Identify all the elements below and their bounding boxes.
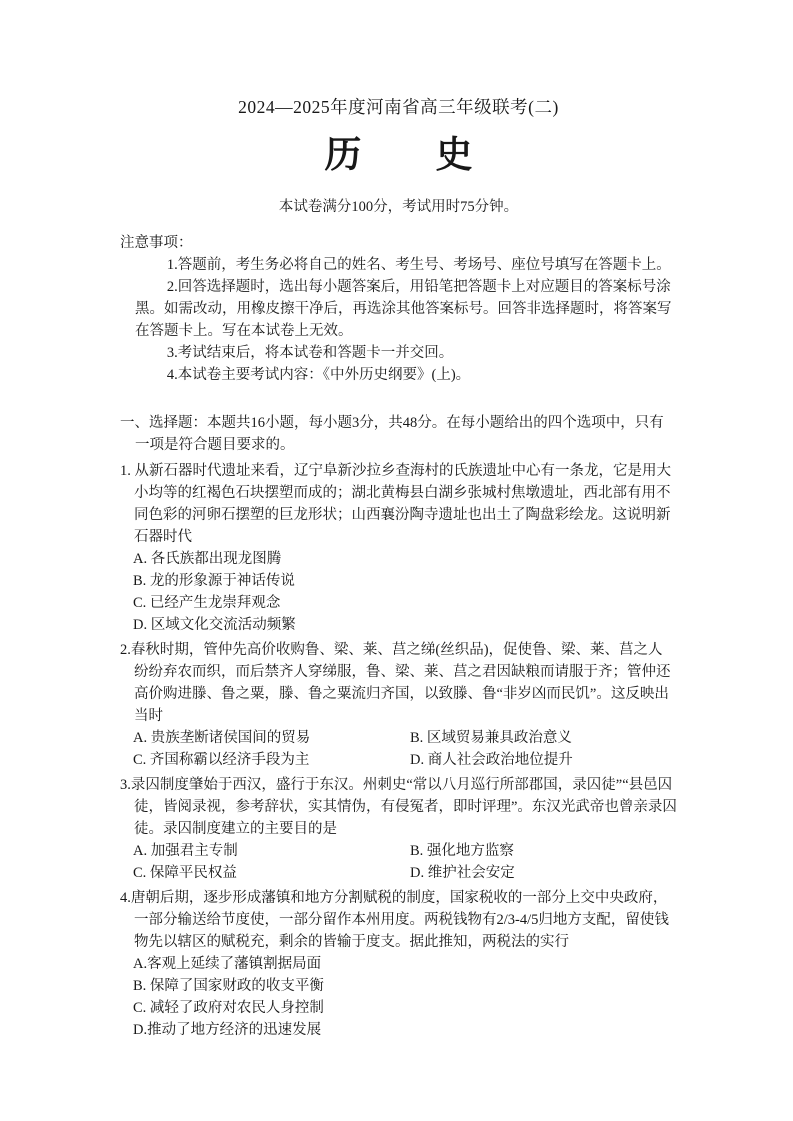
question-2 — [120, 639, 677, 771]
question-2-options — [120, 727, 677, 771]
question-3-option-c: C. 保障平民权益 — [133, 865, 237, 881]
question-4-option-a: A.客观上延续了藩镇割据局面 — [133, 956, 322, 972]
question-4-option-b: B. 保障了国家财政的收支平衡 — [133, 978, 324, 994]
question-2-option-b: B. 区域贸易兼具政治意义 — [410, 730, 572, 746]
question-2-stem: 2.春秋时期，管仲先高价收购鲁、梁、莱、莒之绨(丝织品)，促使鲁、梁、莱、莒之人纷纷弃农而织，而后禁齐人穿绨服，鲁、梁、莱、莒之君因缺粮而请服于齐；管仲还高价购进滕、鲁之粟，滕、鲁之粟流归齐国，以致滕、鲁“非岁凶而民饥”。这反映出当时 — [120, 642, 671, 724]
question-1-option-c: C. 已经产生龙崇拜观念 — [133, 595, 281, 611]
question-1-option-b: B. 龙的形象源于神话传说 — [133, 573, 295, 589]
question-4 — [120, 887, 677, 1041]
question-1-stem: 1. 从新石器时代遗址来看，辽宁阜新沙拉乡查海村的氏族遗址中心有一条龙，它是用大小均等的红褐色石块摆塑而成的；湖北黄梅县白湖乡张城村焦墩遗址，西北部有用不同色彩的河卵石摆塑的巨龙形状；山西襄汾陶寺遗址也出土了陶盘彩绘龙。这说明新石器时代 — [120, 463, 671, 545]
notice-item-3: 3.考试结束后，将本试卷和答题卡一并交回。 — [166, 345, 454, 361]
question-4-options — [120, 953, 677, 1041]
question-1-option-a: A. 各氏族都出现龙图腾 — [133, 551, 282, 567]
question-3-stem: 3.录囚制度肇始于西汉，盛行于东汉。州刺史“常以八月巡行所部郡国，录囚徒”“县邑囚徒，皆阅录视，参考辞状，实其情伪，有侵冤者，即时评理”。东汉光武帝也曾亲录囚徒。录囚制度建立的主要目的是 — [120, 777, 677, 837]
question-3-option-d: D. 维护社会安定 — [410, 865, 515, 881]
section-one-heading: 一、选择题：本题共16小题，每小题3分，共48分。在每小题给出的四个选项中，只有一项是符合题目要求的。 — [120, 415, 664, 453]
question-2-option-d: D. 商人社会政治地位提升 — [410, 752, 573, 768]
notice-item-2: 2.回答选择题时，选出每小题答案后，用铅笔把答题卡上对应题目的答案标号涂黑。如需改动，用橡皮擦干净后，再选涂其他答案标号。回答非选择题时，将答案写在答题卡上。写在本试卷上无效。 — [135, 279, 672, 339]
question-3-options — [120, 840, 677, 884]
notice-item-4: 4.本试卷主要考试内容：《中外历史纲要》(上)。 — [166, 367, 471, 383]
question-2-option-c: C. 齐国称霸以经济手段为主 — [133, 752, 310, 768]
question-3 — [120, 774, 677, 884]
question-3-option-b: B. 强化地方监察 — [410, 843, 514, 859]
question-4-option-d: D.推动了地方经济的迅速发展 — [133, 1022, 322, 1038]
question-4-stem: 4.唐朝后期，逐步形成藩镇和地方分割赋税的制度，国家税收的一部分上交中央政府，一部分输送给节度使，一部分留作本州用度。两税钱物有2/3-4/5归地方支配，留使钱物先以辖区的赋税充，剩余的皆输于度支。据此推知，两税法的实行 — [120, 890, 669, 950]
question-1 — [120, 460, 677, 636]
question-2-option-a: A. 贵族垄断诸侯国间的贸易 — [133, 730, 311, 746]
exam-title: 2024—2025年度河南省高三年级联考(二) — [238, 97, 559, 117]
notice-title: 注意事项： — [120, 235, 193, 251]
notice-section — [120, 232, 677, 386]
notice-item-1: 1.答题前，考生务必将自己的姓名、考生号、考场号、座位号填写在答题卡上。 — [166, 257, 671, 273]
question-1-options — [120, 548, 677, 636]
question-3-option-a: A. 加强君主专制 — [133, 843, 238, 859]
question-4-option-c: C. 减轻了政府对农民人身控制 — [133, 1000, 324, 1016]
subject-title: 历 史 — [324, 135, 473, 176]
question-1-option-d: D. 区域文化交流活动频繁 — [133, 617, 296, 633]
exam-info-line: 本试卷满分100分，考试用时75分钟。 — [278, 199, 519, 215]
